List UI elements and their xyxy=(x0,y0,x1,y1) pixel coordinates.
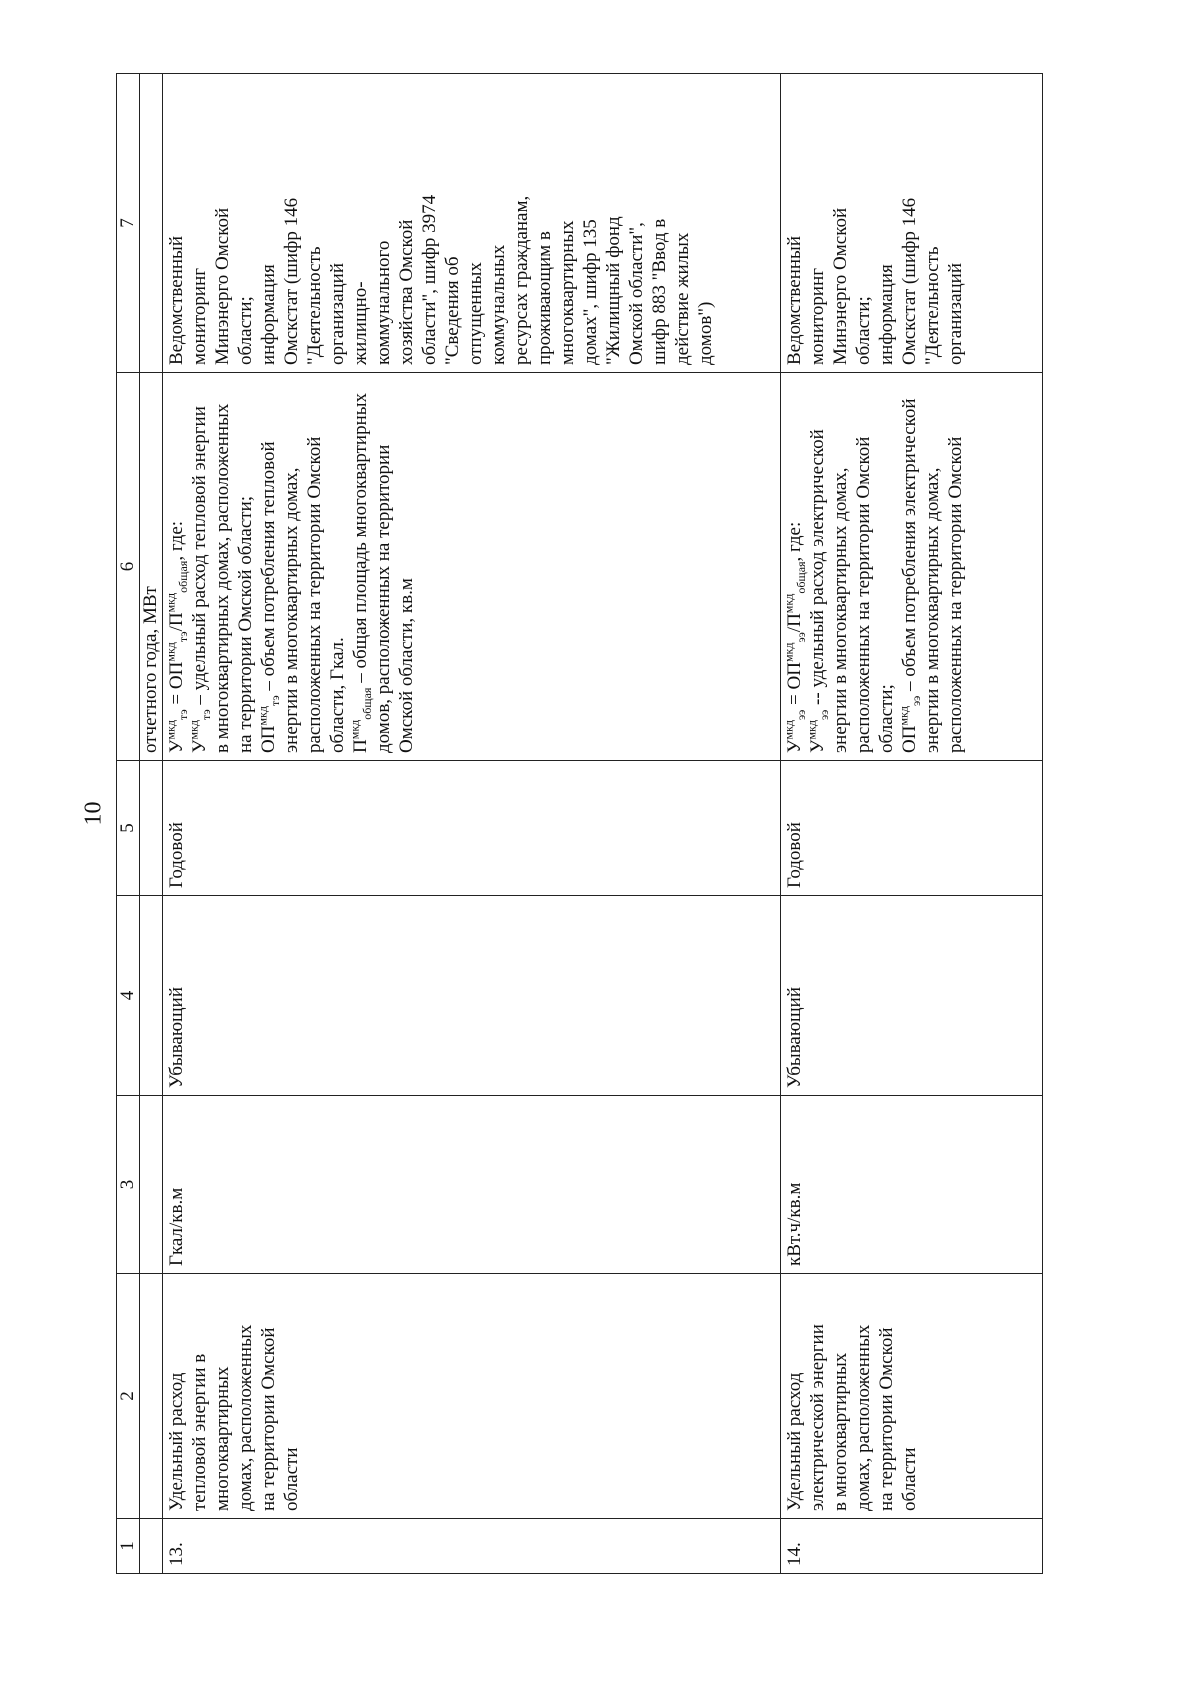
formula: $У^{мкд}_{тэ} = ОП^{мкд}_{тэ}/П^{мкд}_{общая}$, где: xyxy=(163,520,190,753)
table-row-13 xyxy=(163,74,781,1574)
trend-cell: Убывающий xyxy=(163,896,781,1096)
cont-cell-5 xyxy=(140,761,163,896)
col-num-2: 2 xyxy=(117,1274,140,1519)
col-num-4: 4 xyxy=(117,896,140,1096)
period-cell: Годовой xyxy=(781,761,1043,896)
col-num-3: 3 xyxy=(117,1096,140,1274)
col-num-7: 7 xyxy=(117,74,140,373)
col-num-5: 5 xyxy=(117,761,140,896)
unit-cell: Гкал/кв.м xyxy=(163,1096,781,1274)
data-source: Ведомственный мониторинг Минэнерго Омской области; информация Омскстат (шифр 146 "Деятельность организаций xyxy=(781,74,1043,373)
formula: $У^{мкд}_{ээ} = ОП^{мкд}_{ээ}/П^{мкд}_{общая}$, где: xyxy=(781,521,808,753)
cont-cell-1 xyxy=(140,1519,163,1574)
col-num-6: 6 xyxy=(117,373,140,761)
page-number: 10 xyxy=(80,801,107,826)
table-row-14 xyxy=(781,74,1043,1574)
indicator-table xyxy=(116,73,1043,1574)
continuation-row xyxy=(140,74,163,1574)
rotated-sheet xyxy=(116,74,1066,1574)
trend-cell: Убывающий xyxy=(781,896,1043,1096)
indicator-name: Удельный расход тепловой энергии в многоквартирных домах, расположенных на территории Омской области xyxy=(163,1274,781,1519)
calculation-method: $У^{мкд}_{ээ} = ОП^{мкд}_{ээ}/П^{мкд}_{общая}$, где: $У^{мкд}_{ээ}$ -- удельный расход электрической энергии в многоквартирных домах, расположенных на территории Омской области; $ОП^{мкд}_{ээ}$ – объем потребления электрической энергии в многоквартирных домах, расположенных на территории Омской xyxy=(781,373,1043,761)
row-number: 13. xyxy=(163,1519,781,1574)
data-source: Ведомственный мониторинг Минэнерго Омской области; информация Омскстат (шифр 146 "Деятельность организаций жилищно- коммунального хозяйства Омской области", шифр 3974 "Сведения об отпущенных коммунальных ресурсах гражданам, проживающим в многоквартирных домах", шифр 135 "Жилищный фонд Омской области", шифр 883 "Ввод в действие жилых домов") xyxy=(163,74,781,373)
row-number: 14. xyxy=(781,1519,1043,1574)
period-cell: Годовой xyxy=(163,761,781,896)
indicator-name: Удельный расход электрической энергии в многоквартирных домах, расположенных на территории Омской области xyxy=(781,1274,1043,1519)
cont-cell-7 xyxy=(140,74,163,373)
cont-cell-4 xyxy=(140,896,163,1096)
calculation-method: $У^{мкд}_{тэ} = ОП^{мкд}_{тэ}/П^{мкд}_{общая}$, где: $У^{мкд}_{тэ}$ – удельный расход тепловой энергии в многоквартирных домах, расположенных на территории Омской области; $ОП^{мкд}_{тэ}$ – объем потребления тепловой энергии в многоквартирных домах, расположенных на территории Омской области, Гкал. $П^{мкд}_{общая}$ – общая площадь многоквартирных домов, расположенных на территории Омской области, кв.м xyxy=(163,373,781,761)
unit-cell: кВт.ч/кв.м xyxy=(781,1096,1043,1274)
col-num-1: 1 xyxy=(117,1519,140,1574)
continuation-text: отчетного года, МВт xyxy=(140,373,163,761)
column-number-row xyxy=(117,74,140,1574)
cont-cell-3 xyxy=(140,1096,163,1274)
cont-cell-2 xyxy=(140,1274,163,1519)
